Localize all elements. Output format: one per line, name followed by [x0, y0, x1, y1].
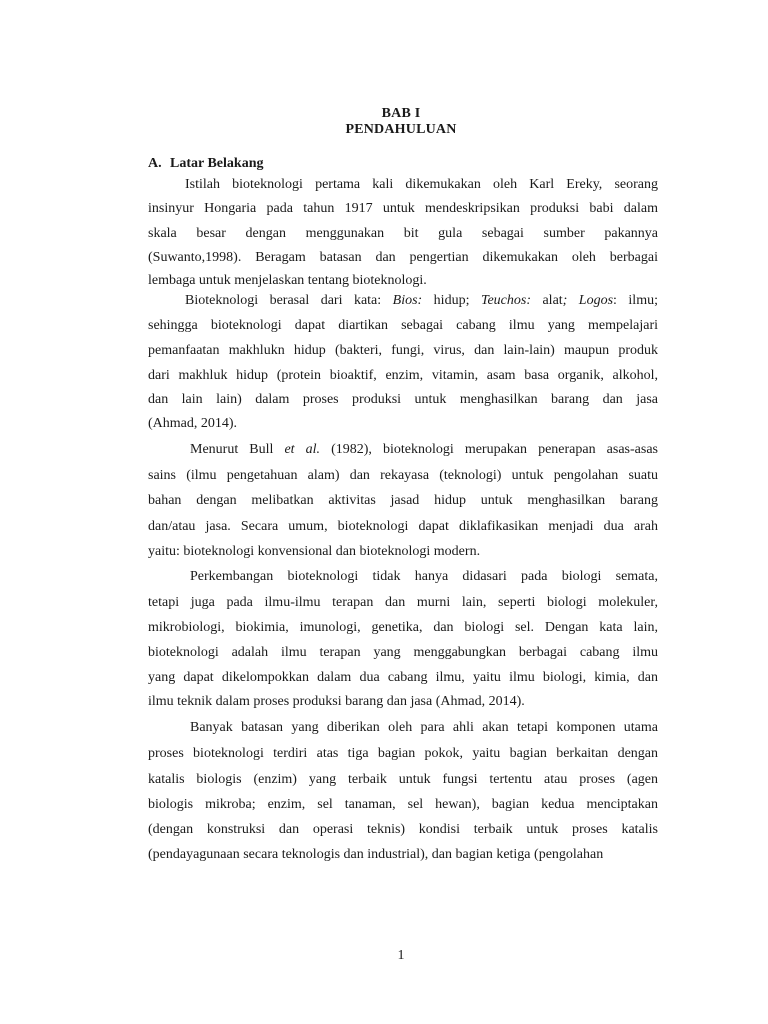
paragraph-line	[185, 292, 658, 310]
chapter-number: BAB I	[381, 106, 421, 121]
italic-term: ; Logos	[562, 293, 614, 308]
paragraph-line: bioteknologi adalah ilmu terapan yang menggabungkan berbagai cabang ilmu	[148, 645, 658, 660]
text-run: : ilmu;	[613, 293, 658, 308]
paragraph-line: lembaga untuk menjelaskan tentang bioteknologi.	[148, 273, 427, 288]
paragraph-line: dari makhluk hidup (protein bioaktif, enzim, vitamin, asam basa organik, alkohol,	[148, 368, 658, 383]
italic-term: et al.	[284, 442, 321, 457]
paragraph-line: sehingga bioteknologi dapat diartikan sebagai cabang ilmu yang mempelajari	[148, 318, 658, 333]
paragraph-line: proses bioteknologi terdiri atas tiga bagian pokok, yaitu bagian berkaitan dengan	[148, 746, 658, 761]
italic-term: Bios:	[392, 293, 423, 308]
paragraph-line	[190, 441, 658, 459]
paragraph-line: (Ahmad, 2014).	[148, 416, 238, 431]
paragraph-line: (Suwanto,1998). Beragam batasan dan pengertian dikemukakan oleh berbagai	[148, 250, 658, 265]
section-heading	[148, 156, 263, 172]
paragraph-line: mikrobiologi, biokimia, imunologi, genetika, dan biologi sel. Dengan kata lain,	[148, 620, 658, 635]
page-number: 1	[397, 948, 405, 963]
text-run: (1982), bioteknologi merupakan penerapan asas-asas	[320, 442, 658, 457]
paragraph-line: pemanfaatan makhlukn hidup (bakteri, fungi, virus, dan lain-lain) maupun produk	[148, 343, 658, 358]
paragraph-line: dan/atau jasa. Secara umum, bioteknologi dapat diklafikasikan menjadi dua arah	[148, 519, 658, 534]
section-number: A.	[148, 156, 162, 171]
paragraph-line: Perkembangan bioteknologi tidak hanya didasari pada biologi semata,	[190, 569, 658, 584]
paragraph-line: (pendayagunaan secara teknologis dan industrial), dan bagian ketiga (pengolahan	[148, 847, 604, 862]
text-run: alat	[530, 293, 563, 308]
chapter-title: PENDAHULUAN	[345, 122, 457, 137]
text-run: Menurut Bull	[190, 442, 285, 457]
paragraph-line: insinyur Hongaria pada tahun 1917 untuk mendeskripsikan produksi babi dalam	[148, 201, 658, 216]
paragraph-line: biologis mikroba; enzim, sel tanaman, sel hewan), bagian kedua menciptakan	[148, 797, 658, 812]
paragraph-line: katalis biologis (enzim) yang terbaik untuk fungsi tertentu atau proses (agen	[148, 772, 658, 787]
paragraph-line: yaitu: bioteknologi konvensional dan bioteknologi modern.	[148, 544, 481, 559]
paragraph-line: ilmu teknik dalam proses produksi barang dan jasa (Ahmad, 2014).	[148, 694, 525, 709]
paragraph-line: bahan dengan melibatkan aktivitas jasad hidup untuk menghasilkan barang	[148, 493, 658, 508]
paragraph-line: (dengan konstruksi dan operasi teknis) kondisi terbaik untuk proses katalis	[148, 822, 658, 837]
paragraph-line: dan lain lain) dalam proses produksi untuk menghasilkan barang dan jasa	[148, 392, 658, 407]
text-run: Bioteknologi berasal dari kata:	[185, 293, 393, 308]
paragraph-line: Banyak batasan yang diberikan oleh para ahli akan tetapi komponen utama	[190, 720, 658, 735]
text-run: hidup;	[422, 293, 481, 308]
section-title: Latar Belakang	[170, 156, 264, 171]
paragraph-line: tetapi juga pada ilmu-ilmu terapan dan murni lain, seperti biologi molekuler,	[148, 595, 658, 610]
paragraph-line: Istilah bioteknologi pertama kali dikemukakan oleh Karl Ereky, seorang	[185, 177, 658, 192]
italic-term: Teuchos:	[480, 293, 531, 308]
paragraph-line: sains (ilmu pengetahuan alam) dan rekayasa (teknologi) untuk pengolahan suatu	[148, 468, 658, 483]
paragraph-line: skala besar dengan menggunakan bit gula sebagai sumber pakannya	[148, 226, 658, 241]
paragraph-line: yang dapat dikelompokkan dalam dua cabang ilmu, yaitu ilmu biologi, kimia, dan	[148, 670, 658, 685]
